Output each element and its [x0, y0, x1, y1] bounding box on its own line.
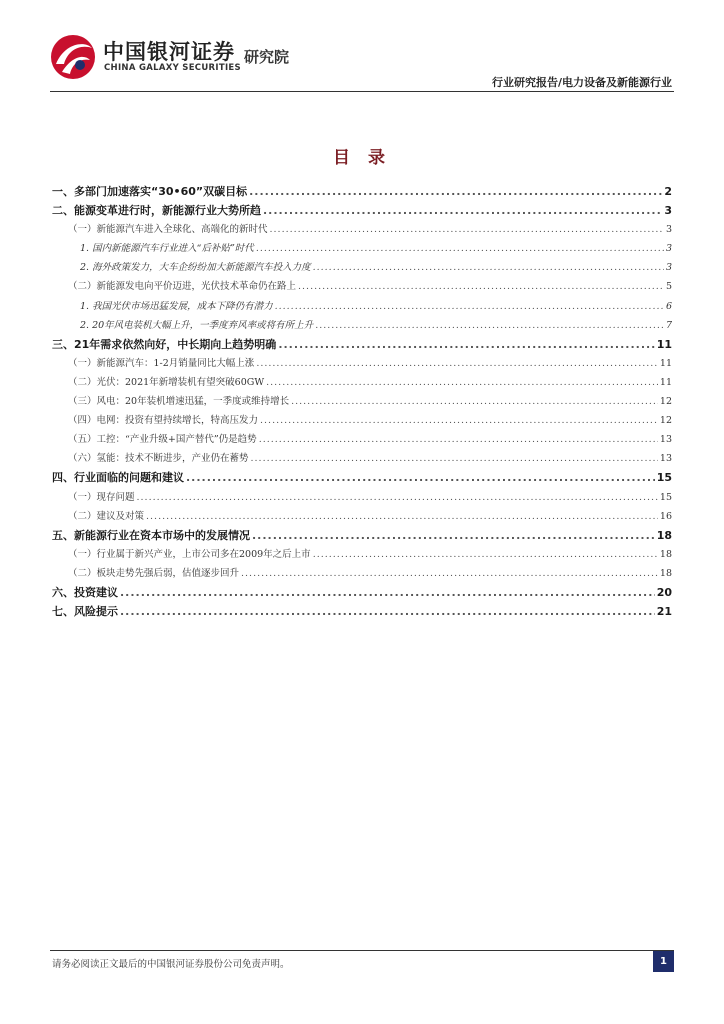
toc-entry-label: （二）建议及对策	[68, 510, 145, 522]
toc-entry-label: （四）电网：投资有望持续增长，特高压发力	[68, 415, 259, 427]
toc-entry-label: 1. 国内新能源汽车行业进入“后补贴”时代	[80, 243, 254, 255]
toc-entry-page: 18	[659, 548, 672, 560]
footer-disclaimer: 请务必阅读正文最后的中国银河证券股份公司免责声明。	[52, 959, 290, 970]
toc-entry[interactable]	[52, 431, 672, 450]
toc-entry[interactable]	[52, 469, 672, 488]
toc-entry[interactable]	[52, 240, 672, 259]
toc-entry-label: （一）行业属于新兴产业，上市公司多在2009年之后上市	[68, 548, 311, 560]
brand-name-en: CHINA GALAXY SECURITIES	[104, 63, 241, 73]
toc-leader-dots	[256, 358, 658, 369]
toc-entry[interactable]	[52, 336, 672, 355]
toc-entry-page: 3	[665, 243, 672, 255]
toc-entry[interactable]	[52, 183, 672, 202]
toc-entry-page: 15	[656, 471, 672, 485]
toc-entry-page: 16	[659, 510, 672, 522]
toc-entry-label: 四、行业面临的问题和建议	[52, 471, 184, 485]
toc-entry-page: 11	[656, 337, 672, 351]
toc-leader-dots	[186, 471, 655, 484]
toc-leader-dots	[260, 415, 658, 426]
toc-leader-dots	[259, 434, 658, 445]
toc-entry-label: （五）工控：“产业升级+国产替代”仍是趋势	[68, 434, 257, 446]
toc-leader-dots	[313, 549, 658, 560]
toc-entry[interactable]	[52, 202, 672, 221]
toc-entry-page: 15	[659, 491, 672, 503]
toc-entry-page: 13	[659, 434, 672, 446]
toc-leader-dots	[263, 204, 662, 217]
page-header	[0, 0, 724, 95]
toc-leader-dots	[275, 301, 664, 312]
toc-entry[interactable]	[52, 508, 672, 527]
toc-leader-dots	[278, 338, 654, 351]
toc-entry-page: 3	[664, 204, 672, 218]
toc-leader-dots	[270, 224, 664, 235]
toc-entry-page: 20	[656, 585, 672, 599]
toc-entry-page: 11	[659, 357, 672, 369]
toc-entry-label: （六）氢能：技术不断进步，产业仍在蓄势	[68, 453, 249, 465]
toc-leader-dots	[137, 492, 658, 503]
toc-entry[interactable]	[52, 355, 672, 374]
toc-entry-label: 三、21年需求依然向好，中长期向上趋势明确	[52, 337, 277, 351]
toc-entry-label: 六、投资建议	[52, 585, 118, 599]
toc-entry-page: 12	[659, 415, 672, 427]
toc-entry-label: 1. 我国光伏市场迅猛发展，成本下降仍有潜力	[80, 300, 273, 312]
toc-entry[interactable]	[52, 603, 672, 622]
toc-entry-page: 3	[665, 224, 672, 236]
toc-entry-label: 七、风险提示	[52, 605, 118, 619]
toc-entry-page: 6	[665, 300, 672, 312]
toc-entry-label: （三）风电：20年装机增速迅猛，一季度或维持增长	[68, 396, 290, 408]
footer-divider	[50, 950, 674, 951]
toc-entry-page: 12	[659, 396, 672, 408]
report-category: 行业研究报告/电力设备及新能源行业	[491, 76, 672, 89]
toc-entry-label: （一）现存问题	[68, 491, 135, 503]
toc-leader-dots	[266, 377, 658, 388]
toc-entry-page: 18	[659, 567, 672, 579]
toc-entry-label: 二、能源变革进行时，新能源行业大势所趋	[52, 204, 261, 218]
toc-leader-dots	[252, 529, 655, 542]
toc-entry-label: （二）光伏：2021年新增装机有望突破60GW	[68, 376, 265, 388]
table-of-contents	[52, 183, 672, 622]
toc-entry[interactable]	[52, 259, 672, 278]
institute-label: 研究院	[244, 48, 290, 66]
toc-entry[interactable]	[52, 221, 672, 240]
toc-leader-dots	[313, 262, 664, 273]
toc-entry-page: 11	[659, 376, 672, 388]
toc-entry[interactable]	[52, 412, 672, 431]
toc-entry[interactable]	[52, 584, 672, 603]
toc-entry[interactable]	[52, 489, 672, 508]
toc-entry-label: 一、多部门加速落实“30•60”双碳目标	[52, 185, 248, 198]
header-divider	[50, 91, 674, 92]
toc-entry-page: 2	[664, 185, 672, 198]
toc-leader-dots	[120, 586, 655, 599]
toc-leader-dots	[256, 243, 664, 254]
toc-entry-page: 18	[656, 528, 672, 542]
toc-entry[interactable]	[52, 565, 672, 584]
toc-entry[interactable]	[52, 546, 672, 565]
toc-leader-dots	[146, 511, 658, 522]
page-number-badge: 1	[653, 951, 674, 972]
toc-leader-dots	[241, 568, 658, 579]
toc-entry-label: 2. 20年风电装机大幅上升，一季度弃风率或将有所上升	[80, 319, 314, 331]
toc-entry-page: 21	[656, 605, 672, 619]
toc-leader-dots	[249, 185, 662, 198]
toc-leader-dots	[298, 281, 664, 292]
toc-entry[interactable]	[52, 393, 672, 412]
toc-entry[interactable]	[52, 374, 672, 393]
toc-entry-label: （一）新能源汽车进入全球化、高端化的新时代	[68, 224, 268, 236]
toc-title: 目 录	[333, 148, 391, 168]
toc-leader-dots	[315, 320, 664, 331]
toc-entry[interactable]	[52, 527, 672, 546]
toc-entry[interactable]	[52, 450, 672, 469]
toc-entry-page: 7	[665, 319, 672, 331]
toc-leader-dots	[120, 605, 655, 618]
toc-entry-page: 3	[665, 262, 672, 274]
toc-entry-label: （一）新能源汽车：1-2月销量同比大幅上涨	[68, 357, 255, 369]
toc-entry-page: 13	[659, 453, 672, 465]
toc-leader-dots	[291, 396, 658, 407]
toc-entry[interactable]	[52, 298, 672, 317]
toc-entry-label: 2. 海外政策发力，大车企纷纷加大新能源汽车投入力度	[80, 262, 311, 274]
galaxy-logo-icon	[50, 34, 96, 80]
toc-entry-label: 五、新能源行业在资本市场中的发展情况	[52, 528, 250, 542]
toc-entry-label: （二）新能源发电向平价迈进，光伏技术革命仍在路上	[68, 281, 297, 293]
toc-leader-dots	[251, 453, 658, 464]
toc-entry-label: （二）板块走势先强后弱，估值逐步回升	[68, 567, 240, 579]
brand-name-cn: 中国银河证券	[103, 40, 235, 64]
toc-entry[interactable]	[52, 317, 672, 336]
toc-entry-page: 5	[665, 281, 672, 293]
toc-entry[interactable]	[52, 278, 672, 297]
